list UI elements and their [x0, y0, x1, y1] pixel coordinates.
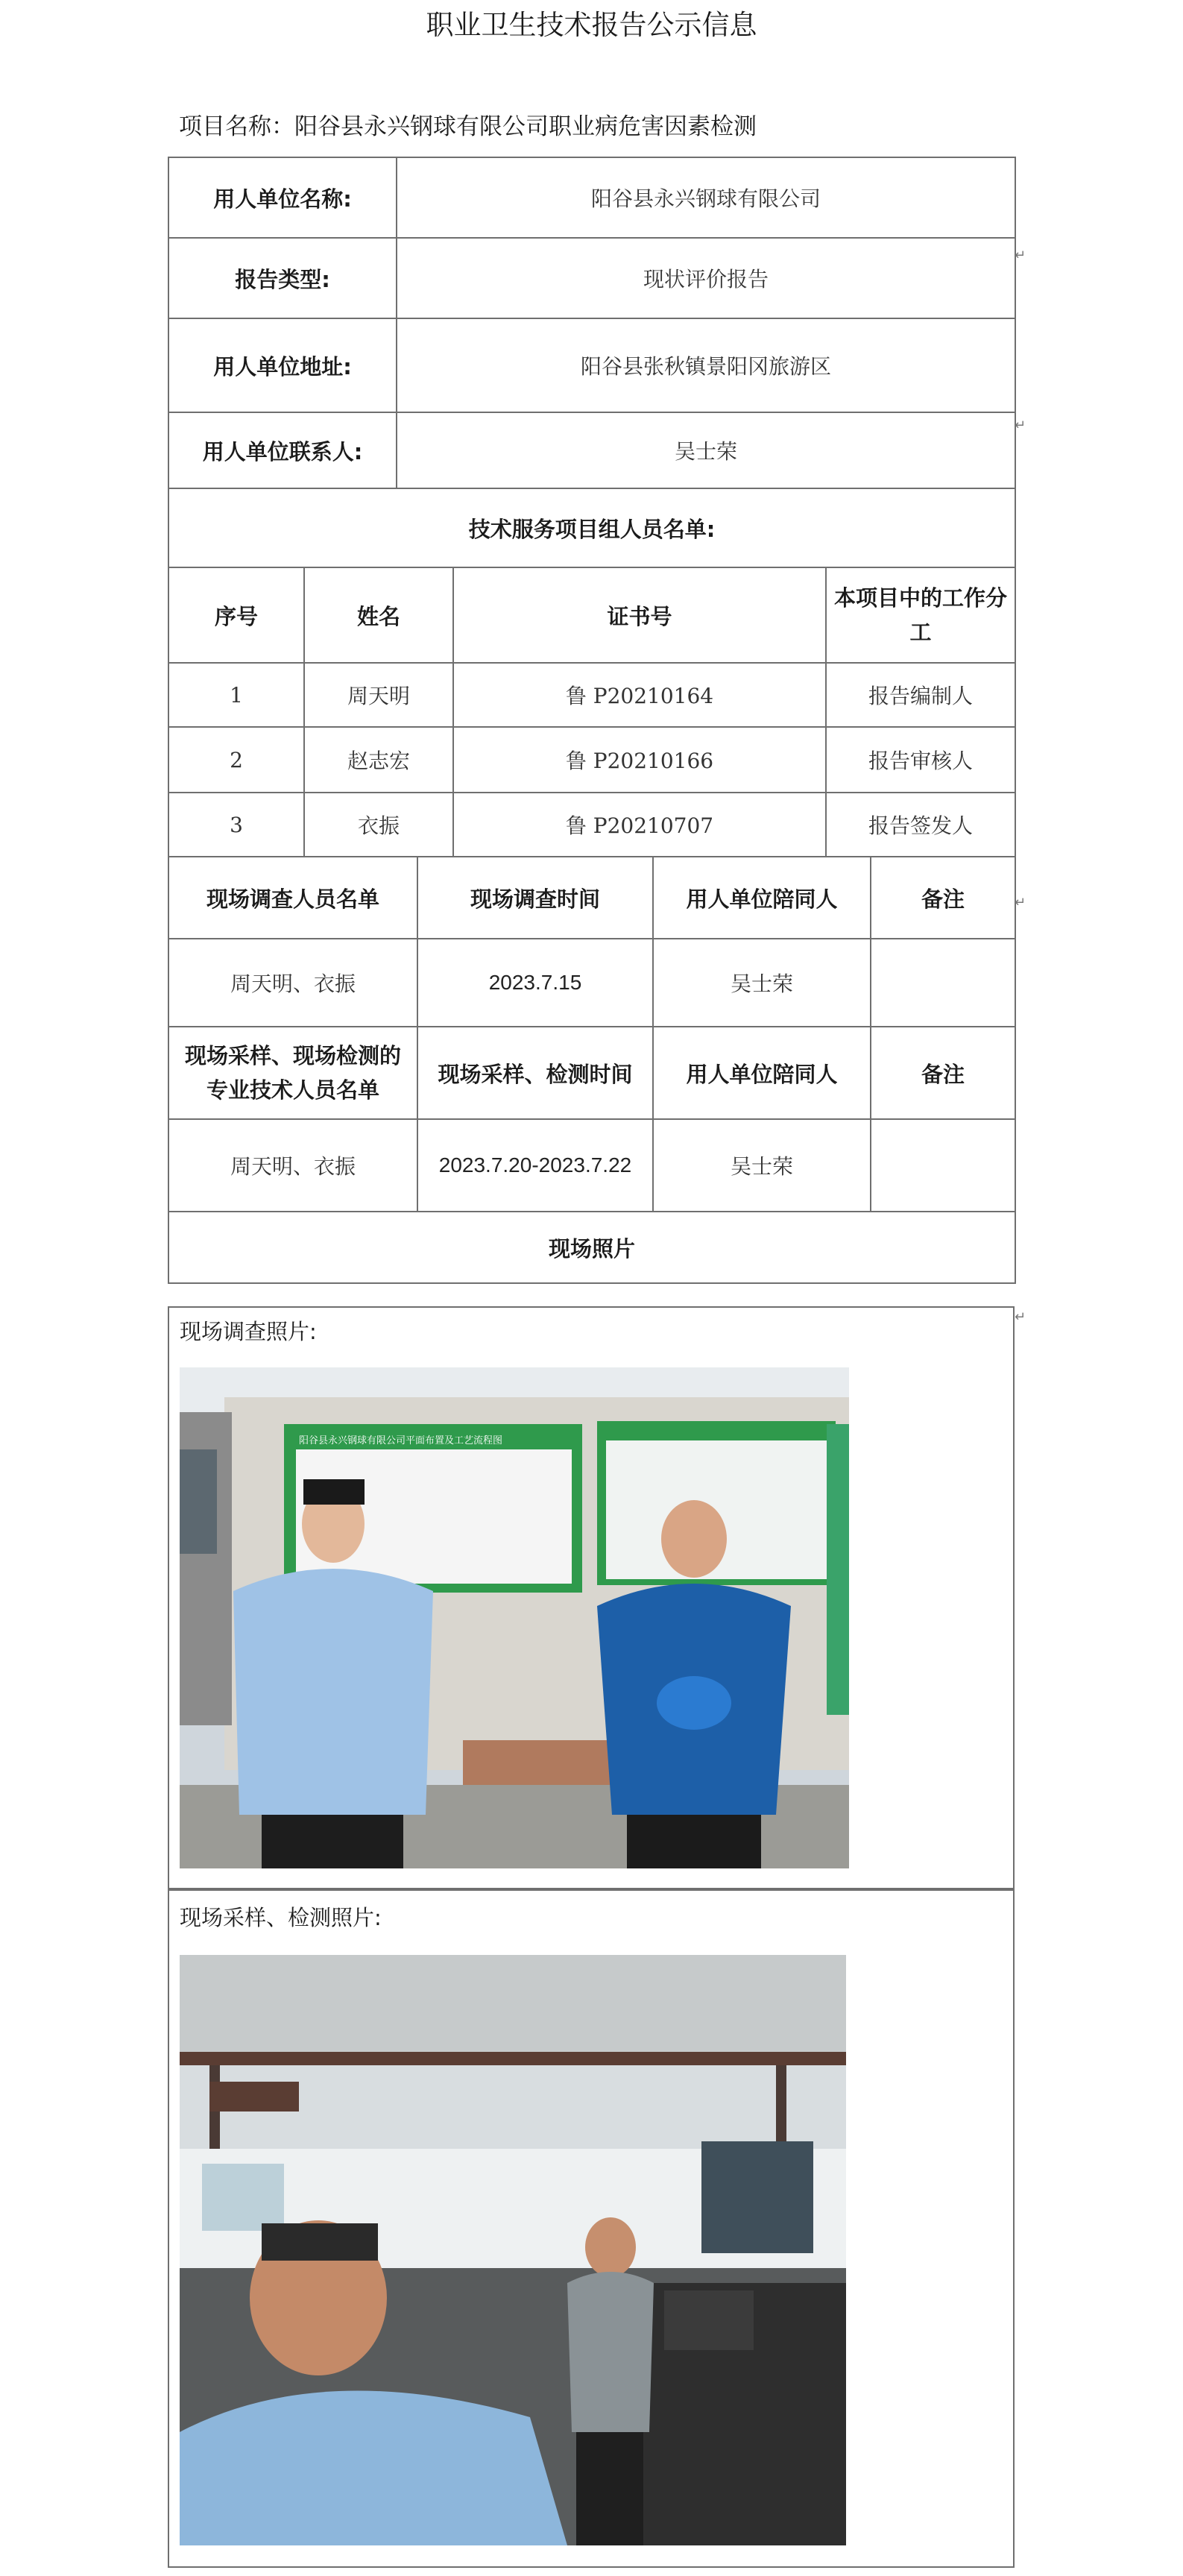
report-type-value: 现状评价报告 — [397, 238, 1015, 318]
sampling-header-remark: 备注 — [871, 1027, 1015, 1119]
margin-mark: ↵ — [1015, 895, 1026, 910]
team-header-name: 姓名 — [304, 567, 453, 663]
table-row — [168, 157, 1015, 238]
sampling-escort: 吴士荣 — [653, 1119, 871, 1212]
table-row — [168, 1212, 1015, 1283]
table-row — [168, 1027, 1015, 1119]
team-cell-cert: 鲁 P20210164 — [453, 663, 826, 727]
board-title-text: 阳谷县永兴钢球有限公司平面布置及工艺流程图 — [299, 1435, 503, 1446]
survey-header-escort: 用人单位陪同人 — [653, 857, 871, 939]
sampling-staff: 周天明、衣振 — [168, 1119, 417, 1212]
team-cell-index: 3 — [168, 793, 304, 857]
team-cell-role: 报告编制人 — [826, 663, 1015, 727]
table-row — [168, 412, 1015, 488]
fieldwork-table — [168, 856, 1016, 1284]
survey-header-remark: 备注 — [871, 857, 1015, 939]
sampling-photo-box — [168, 1889, 1015, 2568]
table-row — [168, 1119, 1015, 1212]
survey-header-time: 现场调查时间 — [417, 857, 653, 939]
survey-photo-label: 现场调查照片: — [180, 1319, 317, 1344]
address-label: 用人单位地址: — [168, 318, 397, 412]
sampling-header-staff: 现场采样、现场检测的专业技术人员名单 — [168, 1027, 417, 1119]
project-name: 项目名称：阳谷县永兴钢球有限公司职业病危害因素检测 — [179, 113, 757, 140]
sampling-photo-image — [180, 1955, 846, 2545]
team-cell-index: 1 — [168, 663, 304, 727]
table-row — [168, 727, 1015, 793]
team-cell-cert: 鲁 P20210166 — [453, 727, 826, 793]
survey-remark — [871, 939, 1015, 1027]
table-row — [168, 857, 1015, 939]
sampling-photo — [180, 1955, 846, 2545]
margin-mark: ↵ — [1015, 248, 1026, 263]
survey-time: 2023.7.15 — [417, 939, 653, 1027]
survey-photo-box — [168, 1306, 1015, 1889]
survey-header-staff: 现场调查人员名单 — [168, 857, 417, 939]
team-cell-index: 2 — [168, 727, 304, 793]
photos-heading: 现场照片 — [168, 1212, 1015, 1283]
sampling-header-escort: 用人单位陪同人 — [653, 1027, 871, 1119]
report-type-label: 报告类型: — [168, 238, 397, 318]
team-cell-cert: 鲁 P20210707 — [453, 793, 826, 857]
table-row — [168, 663, 1015, 727]
document-title: 职业卫生技术报告公示信息 — [426, 9, 757, 41]
team-cell-name: 赵志宏 — [304, 727, 453, 793]
address-value: 阳谷县张秋镇景阳冈旅游区 — [397, 318, 1015, 412]
margin-mark: ↵ — [1015, 1309, 1026, 1325]
team-header-role: 本项目中的工作分工 — [826, 567, 1015, 663]
sampling-time: 2023.7.20-2023.7.22 — [417, 1119, 653, 1212]
employer-name-value: 阳谷县永兴钢球有限公司 — [397, 157, 1015, 238]
margin-mark: ↵ — [1015, 418, 1026, 433]
team-header-cert: 证书号 — [453, 567, 826, 663]
team-cell-name: 周天明 — [304, 663, 453, 727]
survey-staff: 周天明、衣振 — [168, 939, 417, 1027]
survey-escort: 吴士荣 — [653, 939, 871, 1027]
team-cell-role: 报告审核人 — [826, 727, 1015, 793]
table-row — [168, 318, 1015, 412]
contact-label: 用人单位联系人: — [168, 412, 397, 488]
table-row — [168, 793, 1015, 857]
team-cell-name: 衣振 — [304, 793, 453, 857]
table-row — [168, 238, 1015, 318]
employer-name-label: 用人单位名称: — [168, 157, 397, 238]
basic-info-table — [168, 157, 1016, 568]
table-row — [168, 939, 1015, 1027]
team-cell-role: 报告签发人 — [826, 793, 1015, 857]
team-header-index: 序号 — [168, 567, 304, 663]
team-table — [168, 567, 1016, 857]
sampling-header-time: 现场采样、检测时间 — [417, 1027, 653, 1119]
team-heading: 技术服务项目组人员名单: — [168, 488, 1015, 567]
contact-value: 吴士荣 — [397, 412, 1015, 488]
table-row — [168, 567, 1015, 663]
sampling-photo-label: 现场采样、检测照片: — [180, 1905, 382, 1930]
table-row — [168, 488, 1015, 567]
survey-photo-image — [180, 1367, 849, 1868]
survey-photo — [180, 1367, 849, 1868]
sampling-remark — [871, 1119, 1015, 1212]
